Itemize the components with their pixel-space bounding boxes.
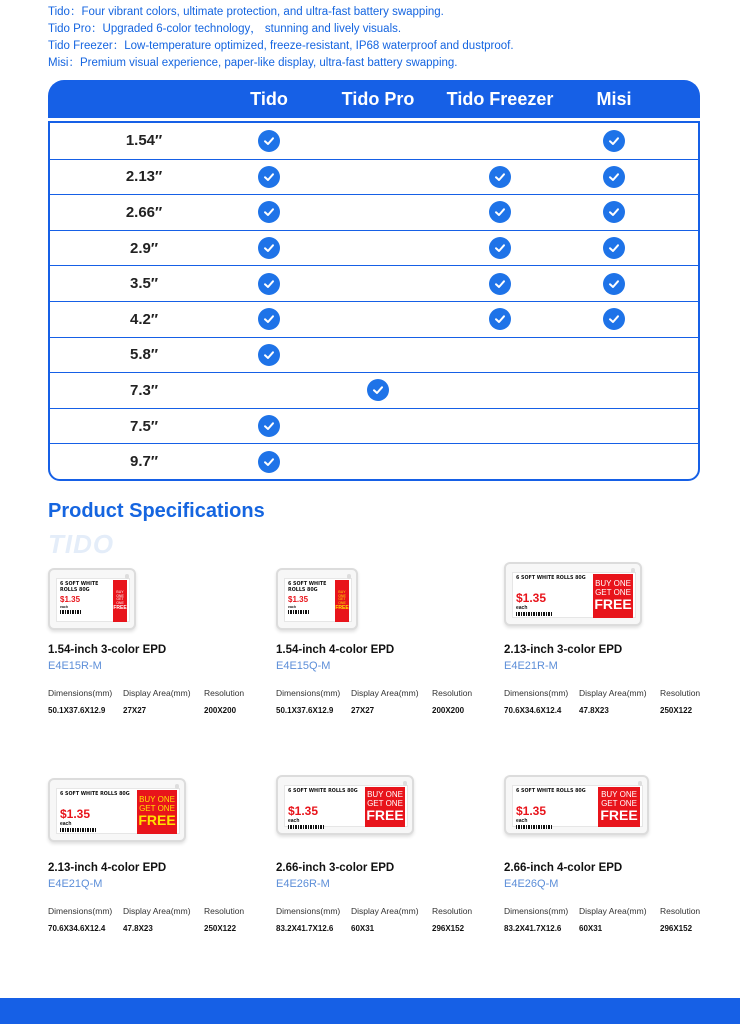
barcode <box>60 828 96 832</box>
display-area-value: 27X27 <box>351 706 375 715</box>
check-icon <box>258 451 280 473</box>
product-name: 2.13-inch 4-color EPD <box>48 862 167 874</box>
tag-price: $1.35 <box>288 804 319 818</box>
product-image <box>504 775 649 835</box>
check-icon <box>603 166 625 188</box>
screen-size-text: 9.7″ <box>129 453 159 471</box>
resolution-label: Resolution <box>432 906 473 916</box>
tag-pin <box>403 781 407 786</box>
screen-size-text: 5.8″ <box>129 346 159 364</box>
intro-line-tido-pro: Tido Pro：Upgraded 6-color technology， stunning and lively visuals. <box>48 23 402 35</box>
tag-price: $1.35 <box>60 807 91 821</box>
resolution-label: Resolution <box>660 688 701 698</box>
column-header-tido: Tido <box>250 89 288 109</box>
resolution-value: 296X152 <box>432 924 465 933</box>
check-icon <box>258 273 280 295</box>
comparison-row <box>50 159 698 195</box>
resolution-value: 200X200 <box>432 706 465 715</box>
product-model: E4E15R-M <box>48 660 102 672</box>
check-icon <box>258 130 280 152</box>
tag-product-name: 6 SOFT WHITE ROLLS 80G <box>516 789 586 794</box>
tag-pin <box>347 574 351 579</box>
product-model: E4E26R-M <box>276 878 330 890</box>
check-icon <box>489 237 511 259</box>
display-area-label: Display Area(mm) <box>351 906 419 916</box>
dimensions-label: Dimensions(mm) <box>48 688 113 698</box>
intro-line-tido-freezer: Tido Freezer：Low-temperature optimized, freeze-resistant, IP68 waterproof and dustproof. <box>48 40 514 52</box>
promo-free: FREE <box>594 596 632 613</box>
tag-each: each <box>60 605 68 609</box>
tag-screen <box>512 785 643 827</box>
tag-price: $1.35 <box>60 595 81 604</box>
column-header-tido-freezer: Tido Freezer <box>446 89 554 109</box>
footer-bar <box>0 998 740 1024</box>
screen-size-text: 1.54″ <box>125 132 163 150</box>
display-area-value: 47.8X23 <box>123 924 153 933</box>
check-icon <box>603 273 625 295</box>
dimensions-label: Dimensions(mm) <box>504 906 569 916</box>
product-card <box>276 862 486 942</box>
intro-text <box>48 4 514 72</box>
barcode <box>288 825 324 829</box>
promo-box <box>137 790 177 834</box>
comparison-row <box>50 123 698 159</box>
product-name: 2.13-inch 3-color EPD <box>504 644 623 656</box>
promo-box <box>598 787 640 827</box>
product-image <box>504 562 642 626</box>
product-card <box>48 862 258 942</box>
tag-pin <box>175 784 179 789</box>
resolution-label: Resolution <box>204 906 245 916</box>
tag-screen <box>284 785 408 827</box>
tag-each: each <box>288 605 296 609</box>
barcode <box>516 825 552 829</box>
product-image <box>276 568 358 630</box>
section-title: Product Specifications <box>48 500 265 522</box>
screen-size-text: 2.9″ <box>129 239 159 257</box>
check-icon <box>489 273 511 295</box>
screen-size-text: 2.13″ <box>125 168 163 186</box>
check-icon <box>258 308 280 330</box>
screen-size-text: 7.3″ <box>129 381 159 399</box>
promo-text: BUY ONE GET ONE <box>601 790 637 808</box>
comparison-table <box>48 80 700 481</box>
comparison-row <box>50 337 698 373</box>
resolution-value: 250X122 <box>660 706 693 715</box>
promo-text: BUY ONE GET ONE <box>595 579 631 597</box>
comparison-row <box>50 301 698 337</box>
comparison-row <box>50 443 698 479</box>
product-image <box>276 775 414 835</box>
check-icon <box>603 201 625 223</box>
dimensions-value: 83.2X41.7X12.6 <box>276 924 334 933</box>
tag-each: each <box>60 821 72 827</box>
product-model: E4E15Q-M <box>276 660 331 672</box>
product-name: 2.66-inch 4-color EPD <box>504 862 623 874</box>
tag-price: $1.35 <box>288 595 309 604</box>
check-icon <box>258 201 280 223</box>
resolution-value: 200X200 <box>204 706 237 715</box>
tag-screen <box>284 578 352 622</box>
product-image <box>48 778 186 842</box>
tag-screen <box>512 572 636 618</box>
tag-screen <box>56 788 180 834</box>
display-area-value: 27X27 <box>123 706 147 715</box>
tag-product-name: 6 SOFT WHITE ROLLS 80G <box>516 576 586 581</box>
tag-product-name: 6 SOFT WHITE ROLLS 80G <box>288 582 327 593</box>
display-area-value: 60X31 <box>351 924 375 933</box>
product-model: E4E21Q-M <box>48 878 103 890</box>
product-image <box>48 568 136 630</box>
intro-line-tido: Tido：Four vibrant colors, ultimate protection, and ultra-fast battery swapping. <box>48 6 444 18</box>
tag-screen <box>56 578 130 622</box>
promo-text: BUY ONE GET ONE <box>139 795 175 813</box>
resolution-value: 250X122 <box>204 924 237 933</box>
display-area-label: Display Area(mm) <box>579 688 647 698</box>
product-name: 1.54-inch 3-color EPD <box>48 644 167 656</box>
promo-free: FREE <box>113 604 127 611</box>
promo-box <box>335 580 349 622</box>
check-icon <box>603 237 625 259</box>
check-icon <box>258 166 280 188</box>
comparison-row <box>50 230 698 266</box>
product-card <box>48 644 258 724</box>
screen-size-text: 3.5″ <box>129 275 159 293</box>
tag-price: $1.35 <box>516 591 547 605</box>
comparison-row <box>50 372 698 408</box>
product-card <box>504 644 714 724</box>
promo-text: BUY ONE GET ONE <box>367 790 403 808</box>
comparison-row <box>50 265 698 301</box>
product-card <box>276 644 486 724</box>
product-name: 1.54-inch 4-color EPD <box>276 644 395 656</box>
dimensions-value: 50.1X37.6X12.9 <box>48 706 106 715</box>
section-subtitle: TIDO <box>48 529 115 559</box>
check-icon <box>367 379 389 401</box>
check-icon <box>603 130 625 152</box>
tag-pin <box>125 574 129 579</box>
product-model: E4E26Q-M <box>504 878 559 890</box>
resolution-value: 296X152 <box>660 924 693 933</box>
screen-size-text: 7.5″ <box>129 417 159 435</box>
screen-size-text: 2.66″ <box>125 203 163 221</box>
column-header-misi: Misi <box>596 89 632 109</box>
promo-free: FREE <box>335 604 349 611</box>
product-model: E4E21R-M <box>504 660 558 672</box>
display-area-value: 47.8X23 <box>579 706 609 715</box>
promo-box <box>593 574 633 618</box>
tag-pin <box>638 781 642 786</box>
dimensions-label: Dimensions(mm) <box>48 906 113 916</box>
tag-each: each <box>516 605 528 611</box>
check-icon <box>489 308 511 330</box>
comparison-row <box>50 408 698 444</box>
check-icon <box>258 237 280 259</box>
display-area-label: Display Area(mm) <box>579 906 647 916</box>
barcode <box>60 610 82 614</box>
check-icon <box>258 344 280 366</box>
tag-product-name: 6 SOFT WHITE ROLLS 80G <box>60 582 99 593</box>
check-icon <box>489 166 511 188</box>
tag-product-name: 6 SOFT WHITE ROLLS 80G <box>60 792 130 797</box>
promo-text: BUY ONE GET ONE <box>116 590 124 606</box>
tag-pin <box>631 568 635 573</box>
tag-price: $1.35 <box>516 804 547 818</box>
promo-free: FREE <box>138 812 176 829</box>
promo-box <box>113 580 127 622</box>
promo-free: FREE <box>600 807 638 824</box>
display-area-value: 60X31 <box>579 924 603 933</box>
comparison-row <box>50 194 698 230</box>
comparison-body <box>48 121 700 481</box>
intro-line-misi: Misi：Premium visual experience, paper-like display, ultra-fast battery swapping. <box>48 57 458 69</box>
dimensions-value: 50.1X37.6X12.9 <box>276 706 334 715</box>
tag-product-name: 6 SOFT WHITE ROLLS 80G <box>288 789 358 794</box>
dimensions-value: 70.6X34.6X12.4 <box>48 924 106 933</box>
promo-free: FREE <box>366 807 404 824</box>
dimensions-label: Dimensions(mm) <box>504 688 569 698</box>
promo-box <box>365 787 405 827</box>
resolution-label: Resolution <box>432 688 473 698</box>
display-area-label: Display Area(mm) <box>351 688 419 698</box>
tag-each: each <box>288 818 300 824</box>
promo-text: BUY ONE GET ONE <box>338 590 346 606</box>
dimensions-value: 70.6X34.6X12.4 <box>504 706 562 715</box>
check-icon <box>603 308 625 330</box>
display-area-label: Display Area(mm) <box>123 906 191 916</box>
check-icon <box>258 415 280 437</box>
barcode <box>288 610 310 614</box>
display-area-label: Display Area(mm) <box>123 688 191 698</box>
comparison-header <box>48 80 700 118</box>
check-icon <box>489 201 511 223</box>
product-name: 2.66-inch 3-color EPD <box>276 862 395 874</box>
tag-each: each <box>516 818 528 824</box>
dimensions-label: Dimensions(mm) <box>276 906 341 916</box>
dimensions-value: 83.2X41.7X12.6 <box>504 924 562 933</box>
resolution-label: Resolution <box>660 906 701 916</box>
screen-size-text: 4.2″ <box>129 310 159 328</box>
resolution-label: Resolution <box>204 688 245 698</box>
column-header-tido-pro: Tido Pro <box>341 89 415 109</box>
product-card <box>504 862 714 942</box>
dimensions-label: Dimensions(mm) <box>276 688 341 698</box>
barcode <box>516 612 552 616</box>
